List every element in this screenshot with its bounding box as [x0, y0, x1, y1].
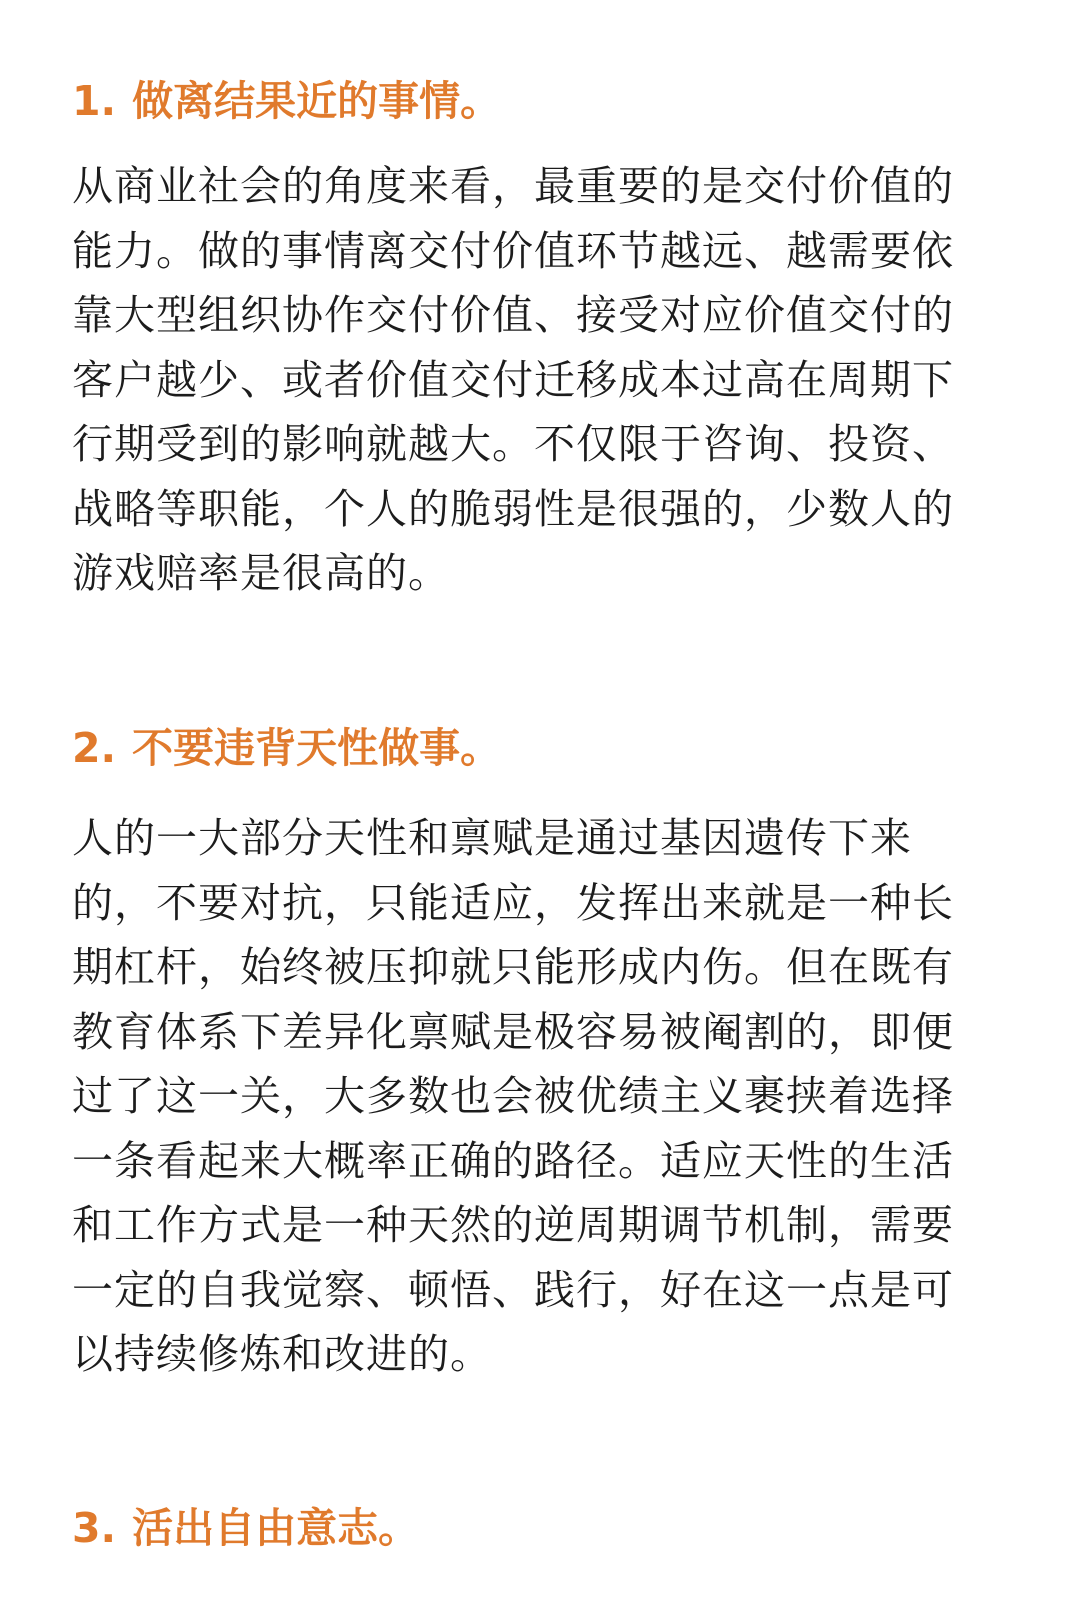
section-2-heading — [72, 720, 501, 776]
section-1-title: 做离结果近的事情。 — [132, 77, 502, 125]
section-2-body: 人的一大部分天性和禀赋是通过基因遗传下来的，不要对抗，只能适应，发挥出来就是一种长期杠杆，始终被压抑就只能形成内伤。但在既有教育体系下差异化禀赋是极容易被阉割的，即便过了这一关，大多数也会被优绩主义裹挟着选择一条看起来大概率正确的路径。适应天性的生活和工作方式是一种天然的逆周期调节机制，需要一定的自我觉察、顿悟、践行，好在这一点是可以持续修炼和改进的。 — [72, 814, 954, 1378]
section-1-body: 从商业社会的角度来看，最重要的是交付价值的能力。做的事情离交付价值环节越远、越需要依靠大型组织协作交付价值、接受对应价值交付的客户越少、或者价值交付迁移成本过高在周期下行期受到的影响就越大。不仅限于咨询、投资、战略等职能，个人的脆弱性是很强的，少数人的游戏赔率是很高的。 — [72, 162, 954, 597]
section-3-number: 3. — [72, 1504, 117, 1552]
section-3-title: 活出自由意志。 — [132, 1504, 420, 1552]
section-3-heading — [72, 1500, 419, 1556]
section-2-number: 2. — [72, 724, 117, 772]
section-1-number: 1. — [72, 77, 117, 125]
section-1-heading — [72, 73, 501, 129]
section-2-title: 不要违背天性做事。 — [132, 724, 502, 772]
